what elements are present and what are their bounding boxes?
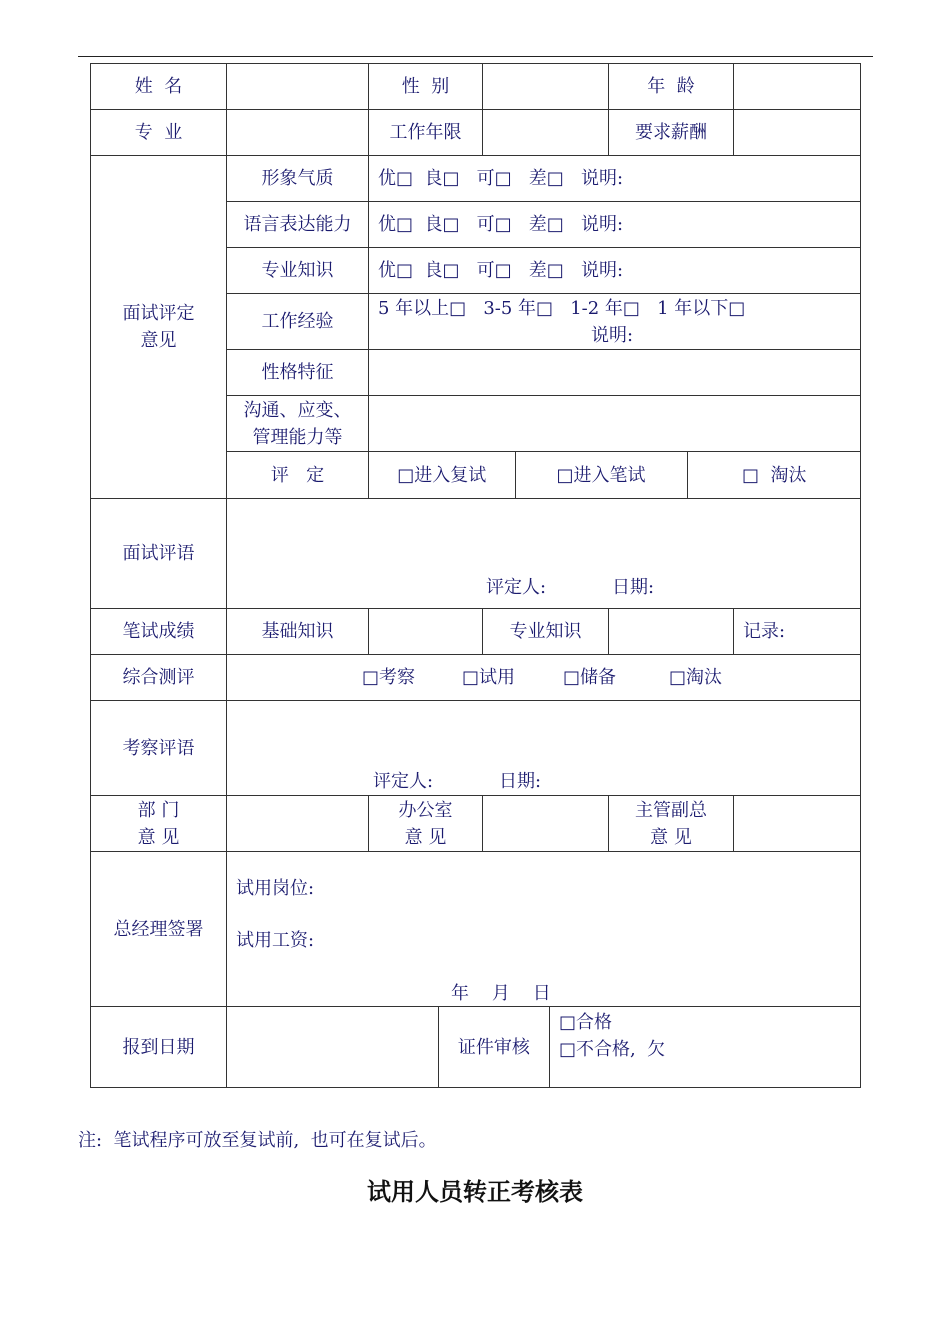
basic-knowledge-score[interactable] [369, 609, 483, 655]
decision-options [369, 452, 861, 498]
communication-label: 沟通、应变、 管理能力等 [227, 396, 369, 452]
gender-field[interactable] [483, 64, 609, 110]
certificate-fail-option[interactable]: □不合格, 欠 [559, 1039, 666, 1060]
professional-knowledge-score[interactable] [609, 609, 734, 655]
interview-date-label: 日期: [612, 577, 655, 598]
age-field[interactable] [734, 64, 861, 110]
overall-option-observe[interactable]: □考察 [362, 667, 416, 688]
department-opinion-label: 部 门 意 见 [91, 796, 227, 852]
interview-comment-field[interactable] [227, 499, 861, 609]
name-field[interactable] [227, 64, 369, 110]
major-label: 专 业 [91, 110, 227, 156]
department-opinion-field[interactable] [227, 796, 369, 852]
basic-knowledge-label: 基础知识 [227, 609, 369, 655]
major-field[interactable] [227, 110, 369, 156]
experience-label: 工作经验 [227, 294, 369, 350]
communication-field[interactable] [369, 396, 861, 452]
appearance-rating[interactable]: 优□ 良□ 可□ 差□ 说明: [369, 156, 861, 202]
overall-option-trial[interactable]: □试用 [462, 667, 516, 688]
certificate-check-label: 证件审核 [438, 1007, 549, 1087]
interview-comment-label: 面试评语 [91, 499, 227, 609]
decision-label: 评 定 [227, 452, 369, 499]
name-label: 姓 名 [91, 64, 227, 110]
overall-option-eliminate[interactable]: □淘汰 [669, 667, 723, 688]
footnote: 注: 笔试程序可放至复试前, 也可在复试后。 [78, 1130, 437, 1151]
next-form-title: 试用人员转正考核表 [367, 1177, 583, 1206]
appearance-label: 形象气质 [227, 156, 369, 202]
experience-note: 说明: [591, 324, 634, 346]
interview-form-table [90, 63, 861, 1088]
expression-label: 语言表达能力 [227, 202, 369, 248]
report-date-field[interactable] [227, 1007, 438, 1087]
overall-option-reserve[interactable]: □储备 [563, 667, 617, 688]
work-years-field[interactable] [483, 110, 609, 156]
personality-label: 性格特征 [227, 350, 369, 396]
certificate-pass-option[interactable]: □合格 [559, 1012, 613, 1033]
overall-evaluation-options [227, 655, 861, 701]
deputy-opinion-field[interactable] [734, 796, 861, 852]
observation-comment-label: 考察评语 [91, 701, 227, 796]
personality-field[interactable] [369, 350, 861, 396]
interview-section-label: 面试评定 意见 [91, 156, 227, 499]
gm-signature-date: 年 月 日 [451, 983, 551, 1004]
interview-evaluator-label: 评定人: [486, 577, 547, 598]
professional-knowledge-label: 专业知识 [483, 609, 609, 655]
header-rule [78, 56, 873, 57]
salary-field[interactable] [734, 110, 861, 156]
observation-date-label: 日期: [499, 771, 542, 792]
salary-label: 要求薪酬 [609, 110, 734, 156]
gm-signature-label: 总经理签署 [91, 852, 227, 1007]
knowledge-rating[interactable]: 优□ 良□ 可□ 差□ 说明: [369, 248, 861, 294]
knowledge-label: 专业知识 [227, 248, 369, 294]
certificate-check-options [550, 1007, 861, 1087]
experience-options[interactable]: 5 年以上□ 3-5 年□ 1-2 年□ 1 年以下□ [378, 297, 746, 319]
age-label: 年 龄 [609, 64, 734, 110]
observation-evaluator-label: 评定人: [373, 771, 434, 792]
decision-cell [369, 452, 861, 499]
trial-position-label: 试用岗位: [236, 878, 315, 899]
record-label: 记录: [734, 609, 861, 655]
report-cell [227, 1007, 861, 1088]
work-years-label: 工作年限 [369, 110, 483, 156]
gm-signature-field[interactable] [227, 852, 861, 1007]
observation-comment-field[interactable] [227, 701, 861, 796]
decision-eliminate[interactable]: □ 淘汰 [687, 452, 861, 498]
office-opinion-label: 办公室 意 见 [369, 796, 483, 852]
trial-salary-label: 试用工资: [236, 930, 315, 951]
report-date-label: 报到日期 [91, 1007, 227, 1088]
overall-evaluation-label: 综合测评 [91, 655, 227, 701]
decision-written-test[interactable]: □进入笔试 [515, 452, 687, 498]
experience-cell [369, 294, 861, 350]
written-test-label: 笔试成绩 [91, 609, 227, 655]
gender-label: 性 别 [369, 64, 483, 110]
decision-retest[interactable]: □进入复试 [397, 464, 487, 486]
deputy-opinion-label: 主管副总 意 见 [609, 796, 734, 852]
office-opinion-field[interactable] [483, 796, 609, 852]
report-subtable [227, 1007, 860, 1087]
expression-rating[interactable]: 优□ 良□ 可□ 差□ 说明: [369, 202, 861, 248]
